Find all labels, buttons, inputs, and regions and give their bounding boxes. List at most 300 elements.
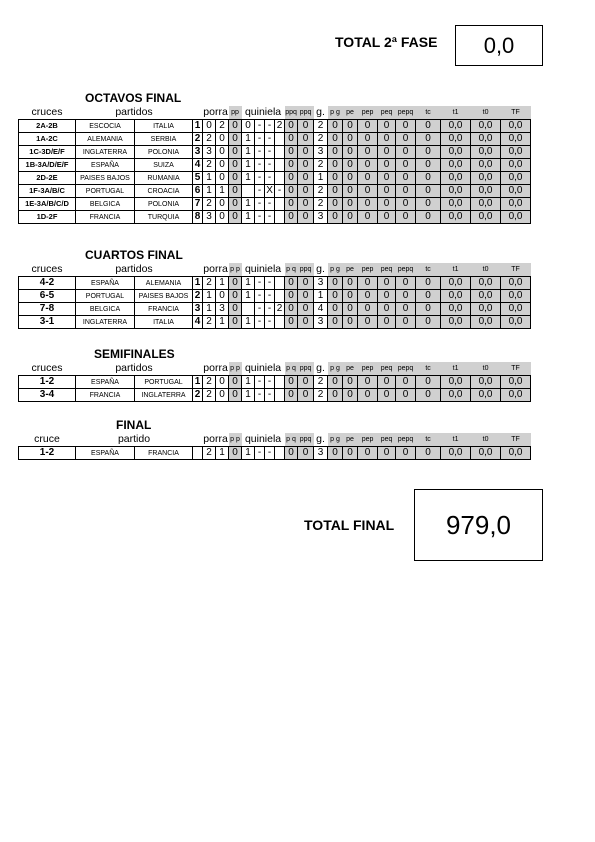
quiniela-x-cell: -	[265, 447, 275, 460]
score-cell: 0	[328, 277, 343, 290]
quiniela-dash-cell: -	[255, 376, 265, 389]
cruce-cell: 1B-3A/D/E/F	[19, 159, 76, 172]
quiniela-dash-cell: -	[255, 277, 265, 290]
away-team-cell: POLONIA	[135, 198, 193, 211]
porra-away-cell: 0	[216, 146, 229, 159]
cruce-cell: 1E-3A/B/C/D	[19, 198, 76, 211]
score-cell: 0	[328, 290, 343, 303]
partidos-header: partidos	[76, 362, 193, 376]
quiniela-dash-cell: -	[255, 146, 265, 159]
quiniela-dash-cell: -	[255, 211, 265, 224]
score-cell: 0	[396, 303, 416, 316]
ppq-cell: 0	[298, 316, 314, 329]
match-number-cell: 2	[193, 133, 203, 146]
score-cell: 0	[343, 277, 358, 290]
quiniela-dash-cell: -	[255, 303, 265, 316]
quiniela-x-cell: -	[265, 159, 275, 172]
t0-header: t0	[471, 263, 501, 277]
t1-cell: 0,0	[441, 211, 471, 224]
quiniela-2-cell	[275, 198, 285, 211]
score-cell: 0	[358, 277, 378, 290]
porra-away-cell: 3	[216, 303, 229, 316]
quiniela-x-cell: -	[265, 277, 275, 290]
score-cell: 0	[358, 159, 378, 172]
peq-header: peq	[378, 362, 396, 376]
score-cell: 0	[378, 316, 396, 329]
score-cell: 0	[416, 211, 441, 224]
score-cell: 0	[378, 120, 396, 133]
quiniela-1-cell: 1	[242, 389, 255, 402]
cruces-header: cruces	[19, 263, 76, 277]
t1-cell: 0,0	[441, 133, 471, 146]
score-cell: 0	[328, 185, 343, 198]
score-cell: 0	[396, 133, 416, 146]
t0-cell: 0,0	[471, 277, 501, 290]
quiniela-1-cell: 1	[242, 211, 255, 224]
pp-cell: 0	[229, 146, 242, 159]
pq-header: ppq	[285, 106, 298, 120]
score-cell: 0	[328, 172, 343, 185]
table-row	[19, 133, 531, 146]
quiniela-x-cell: -	[265, 389, 275, 402]
pepq-header: pepq	[396, 106, 416, 120]
pepq-header: pepq	[396, 433, 416, 447]
quiniela-2-cell	[275, 146, 285, 159]
pp-cell: 0	[229, 316, 242, 329]
t1-header: t1	[441, 362, 471, 376]
pp-cell: 0	[229, 290, 242, 303]
score-cell: 0	[358, 211, 378, 224]
quiniela-1-cell: 1	[242, 198, 255, 211]
pq-cell: 0	[285, 198, 298, 211]
idx-header	[193, 263, 203, 277]
score-cell: 0	[358, 447, 378, 460]
away-team-cell: SUIZA	[135, 159, 193, 172]
match-number-cell: 1	[193, 376, 203, 389]
pep-header: pep	[358, 433, 378, 447]
ppq-cell: 0	[298, 211, 314, 224]
cuartos-table	[18, 263, 531, 329]
pp-cell: 0	[229, 277, 242, 290]
quiniela-2-cell: 2	[275, 120, 285, 133]
away-team-cell: INGLATERRA	[135, 389, 193, 402]
match-number-cell: 4	[193, 159, 203, 172]
t0-cell: 0,0	[471, 316, 501, 329]
table-row	[19, 303, 531, 316]
goals-cell: 3	[314, 447, 328, 460]
score-cell: 0	[396, 211, 416, 224]
goals-cell: 3	[314, 146, 328, 159]
quiniela-x-cell: -	[265, 211, 275, 224]
porra-away-cell: 0	[216, 172, 229, 185]
ppq-cell: 0	[298, 303, 314, 316]
porra-header: porra	[203, 263, 228, 276]
home-team-cell: PORTUGAL	[76, 290, 135, 303]
cruce-cell: 1C-3D/E/F	[19, 146, 76, 159]
tc-header: tc	[416, 263, 441, 277]
pp-cell: 0	[229, 211, 242, 224]
score-cell: 0	[416, 277, 441, 290]
pepq-header: pepq	[396, 362, 416, 376]
quiniela-2-cell	[275, 211, 285, 224]
quiniela-2-cell	[275, 159, 285, 172]
quiniela-header: quiniela	[242, 433, 285, 447]
quiniela-2-cell	[275, 290, 285, 303]
quiniela-dash-cell: -	[255, 159, 265, 172]
pep-header: pep	[358, 362, 378, 376]
quiniela-2-cell	[275, 277, 285, 290]
pp-header: pp	[229, 106, 242, 120]
goals-cell: 2	[314, 389, 328, 402]
table-row	[19, 277, 531, 290]
home-team-cell: PAISES BAJOS	[76, 172, 135, 185]
porra-away-cell: 1	[216, 316, 229, 329]
score-cell: 0	[416, 389, 441, 402]
goals-cell: 2	[314, 198, 328, 211]
t0-cell: 0,0	[471, 211, 501, 224]
score-cell: 0	[416, 290, 441, 303]
t1-header: t1	[441, 263, 471, 277]
score-cell: 0	[328, 146, 343, 159]
goals-cell: 1	[314, 172, 328, 185]
score-cell: 0	[343, 133, 358, 146]
section-title: SEMIFINALES	[94, 347, 175, 361]
quiniela-dash-cell: -	[255, 185, 265, 198]
cruce-cell: 3-4	[19, 389, 76, 402]
goals-cell: 2	[314, 133, 328, 146]
home-team-cell: FRANCIA	[76, 211, 135, 224]
table-row	[19, 376, 531, 389]
quiniela-dash-cell: -	[255, 120, 265, 133]
porra-home-cell: 2	[203, 159, 216, 172]
away-team-cell: ITALIA	[135, 120, 193, 133]
score-cell: 0	[328, 303, 343, 316]
quiniela-dash-cell: -	[255, 172, 265, 185]
ppq-header: ppq	[298, 263, 314, 277]
score-cell: 0	[343, 290, 358, 303]
match-number-cell: 5	[193, 172, 203, 185]
home-team-cell: ESPAÑA	[76, 159, 135, 172]
t0-header: t0	[471, 433, 501, 447]
score-cell: 0	[343, 211, 358, 224]
score-cell: 0	[378, 159, 396, 172]
quiniela-x-cell: X	[266, 185, 273, 196]
porra-home-cell: 1	[203, 303, 216, 316]
pe-header: pe	[343, 263, 358, 277]
cruce-cell: 1F-3A/B/C	[19, 185, 76, 198]
home-team-cell: ESPAÑA	[76, 447, 135, 460]
quiniela-1-cell	[242, 303, 255, 316]
pq-cell: 0	[285, 316, 298, 329]
score-cell: 0	[416, 376, 441, 389]
quiniela-2-cell: 2	[275, 303, 285, 316]
score-cell: 0	[396, 146, 416, 159]
tf-cell: 0,0	[501, 146, 531, 159]
away-team-cell: RUMANIA	[135, 172, 193, 185]
porra-home-cell: 0	[203, 120, 216, 133]
score-cell: 0	[358, 133, 378, 146]
total-final-label: TOTAL FINAL	[304, 517, 395, 533]
t1-cell: 0,0	[441, 198, 471, 211]
t0-cell: 0,0	[471, 159, 501, 172]
score-cell: 0	[328, 120, 343, 133]
final-table	[18, 433, 531, 460]
t1-cell: 0,0	[441, 447, 471, 460]
home-team-cell: ESCOCIA	[76, 120, 135, 133]
score-cell: 0	[396, 389, 416, 402]
tc-header: tc	[416, 433, 441, 447]
pq-cell: 0	[285, 303, 298, 316]
score-cell: 0	[416, 303, 441, 316]
tf-cell: 0,0	[501, 159, 531, 172]
home-team-cell: INGLATERRA	[76, 146, 135, 159]
porra-away-cell: 0	[216, 376, 229, 389]
ppq-cell: 0	[298, 389, 314, 402]
porra-away-cell: 0	[216, 159, 229, 172]
score-cell: 0	[378, 172, 396, 185]
t1-cell: 0,0	[441, 172, 471, 185]
quiniela-2-cell	[275, 447, 285, 460]
score-cell: 0	[343, 198, 358, 211]
porra-away-cell: 1	[216, 185, 229, 198]
pq-cell: 0	[285, 376, 298, 389]
match-number-cell: 4	[193, 316, 203, 329]
pp-header: p p	[229, 362, 242, 376]
peq-header: peq	[378, 106, 396, 120]
t1-cell: 0,0	[441, 185, 471, 198]
score-cell: 0	[416, 159, 441, 172]
porra-away-cell: 0	[216, 389, 229, 402]
porra-home-cell: 2	[203, 133, 216, 146]
pep-header: pep	[358, 263, 378, 277]
tf-cell: 0,0	[501, 133, 531, 146]
ppq-cell: 0	[298, 133, 314, 146]
t0-header: t0	[471, 362, 501, 376]
porra-home-cell: 3	[203, 146, 216, 159]
t1-cell: 0,0	[441, 277, 471, 290]
ppq-cell: 0	[298, 198, 314, 211]
score-cell: 0	[396, 185, 416, 198]
porra-home-cell: 1	[203, 185, 216, 198]
match-number-cell: 8	[193, 211, 203, 224]
quiniela-x-cell: -	[265, 133, 275, 146]
match-number-cell: 2	[193, 389, 203, 402]
quiniela-2-cell	[275, 376, 285, 389]
porra-away-cell: 1	[216, 277, 229, 290]
tf-cell: 0,0	[501, 376, 531, 389]
t1-cell: 0,0	[441, 120, 471, 133]
quiniela-1-cell	[242, 185, 255, 198]
score-cell: 0	[416, 316, 441, 329]
pp-header: p p	[229, 263, 242, 277]
table-row	[19, 159, 531, 172]
porra-away-cell: 0	[216, 133, 229, 146]
tf-cell: 0,0	[501, 211, 531, 224]
score-cell: 0	[396, 290, 416, 303]
away-team-cell: POLONIA	[135, 146, 193, 159]
ppq-header: ppq	[298, 433, 314, 447]
score-cell: 0	[378, 303, 396, 316]
table-row	[19, 120, 531, 133]
t0-cell: 0,0	[471, 185, 501, 198]
pq-cell: 0	[285, 172, 298, 185]
pq-cell: 0	[285, 447, 298, 460]
quiniela-x-cell: -	[265, 316, 275, 329]
porra-home-cell: 1	[203, 172, 216, 185]
table-row	[19, 185, 531, 198]
pe-header: pe	[343, 433, 358, 447]
cruce-cell: 3-1	[19, 316, 76, 329]
pg-header: p g	[328, 362, 343, 376]
ppq-cell: 0	[298, 120, 314, 133]
ppq-cell: 0	[298, 447, 314, 460]
table-row	[19, 146, 531, 159]
tc-header: tc	[416, 106, 441, 120]
t1-cell: 0,0	[441, 290, 471, 303]
pq-cell: 0	[285, 185, 298, 198]
score-cell: 0	[416, 120, 441, 133]
goals-cell: 3	[314, 277, 328, 290]
t0-header: t0	[471, 106, 501, 120]
away-team-cell: PORTUGAL	[135, 376, 193, 389]
quiniela-header: quiniela	[242, 362, 285, 376]
score-cell: 0	[396, 172, 416, 185]
table-row	[19, 198, 531, 211]
porra-home-cell: 2	[203, 376, 216, 389]
peq-header: peq	[378, 263, 396, 277]
match-number-cell: 1	[193, 277, 203, 290]
tf-header: TF	[501, 106, 531, 120]
match-number-cell: 6	[193, 185, 203, 198]
home-team-cell: BELGICA	[76, 198, 135, 211]
quiniela-x-cell: -	[265, 146, 275, 159]
score-cell: 0	[343, 389, 358, 402]
score-cell: 0	[378, 447, 396, 460]
quiniela-x-cell: -	[265, 376, 275, 389]
pq-header: p q	[285, 263, 298, 277]
cruce-cell: 7-8	[19, 303, 76, 316]
pq-cell: 0	[285, 290, 298, 303]
away-team-cell: FRANCIA	[135, 447, 193, 460]
porra-home-cell: 2	[203, 389, 216, 402]
quiniela-dash-cell: -	[255, 447, 265, 460]
pp-cell: 0	[229, 376, 242, 389]
t0-cell: 0,0	[471, 389, 501, 402]
score-cell: 0	[328, 389, 343, 402]
g-header: g.	[314, 263, 328, 277]
idx-header	[193, 433, 203, 447]
quiniela-1-cell: 1	[242, 376, 255, 389]
table-row	[19, 172, 531, 185]
away-team-cell: ITALIA	[135, 316, 193, 329]
g-header: g.	[314, 433, 328, 447]
pp-cell: 0	[229, 185, 242, 198]
t1-header: t1	[441, 433, 471, 447]
porra-home-cell: 2	[203, 277, 216, 290]
score-cell: 0	[343, 185, 358, 198]
score-cell: 0	[328, 316, 343, 329]
porra-home-cell: 2	[203, 447, 216, 460]
quiniela-1-cell: 1	[242, 133, 255, 146]
pepq-header: pepq	[396, 263, 416, 277]
header-row	[19, 433, 531, 447]
score-cell: 0	[358, 316, 378, 329]
score-cell: 0	[396, 198, 416, 211]
idx-header	[193, 362, 203, 376]
tf-cell: 0,0	[501, 447, 531, 460]
goals-cell: 3	[314, 211, 328, 224]
tf-cell: 0,0	[501, 198, 531, 211]
ppq-cell: 0	[298, 277, 314, 290]
match-number-cell: 3	[193, 146, 203, 159]
quiniela-1-cell: 1	[242, 159, 255, 172]
pq-header: p q	[285, 433, 298, 447]
tf-header: TF	[501, 263, 531, 277]
t1-header: t1	[441, 106, 471, 120]
porra-home-cell: 1	[203, 290, 216, 303]
match-number-cell: 2	[193, 290, 203, 303]
pe-header: pe	[343, 362, 358, 376]
pg-header: p g	[328, 263, 343, 277]
cruce-cell: 1A-2C	[19, 133, 76, 146]
score-cell: 0	[343, 172, 358, 185]
t0-cell: 0,0	[471, 172, 501, 185]
octavos-table	[18, 106, 531, 224]
score-cell: 0	[328, 211, 343, 224]
away-team-cell: PAISES BAJOS	[135, 290, 193, 303]
quiniela-1-cell: 0	[242, 120, 255, 133]
score-cell: 0	[378, 198, 396, 211]
header-row	[19, 362, 531, 376]
total-2fase-value: 0,0	[455, 25, 543, 66]
t1-cell: 0,0	[441, 159, 471, 172]
quiniela-1-cell: 1	[242, 447, 255, 460]
cruces-header: cruce	[19, 433, 76, 447]
pq-cell: 0	[285, 277, 298, 290]
score-cell: 0	[343, 146, 358, 159]
pq-cell: 0	[285, 133, 298, 146]
score-cell: 0	[416, 146, 441, 159]
ppq-cell: 0	[298, 185, 314, 198]
home-team-cell: ALEMANIA	[76, 133, 135, 146]
partidos-header: partidos	[76, 263, 193, 277]
score-cell: 0	[358, 376, 378, 389]
t0-cell: 0,0	[471, 376, 501, 389]
quiniela-1-cell: 1	[242, 146, 255, 159]
pq-cell: 0	[285, 120, 298, 133]
away-team-cell: TURQUIA	[135, 211, 193, 224]
pg-header: p g	[328, 433, 343, 447]
tf-cell: 0,0	[501, 303, 531, 316]
score-cell: 0	[358, 120, 378, 133]
tf-cell: 0,0	[501, 277, 531, 290]
score-cell: 0	[343, 447, 358, 460]
home-team-cell: BELGICA	[76, 303, 135, 316]
peq-header: peq	[378, 433, 396, 447]
tf-cell: 0,0	[501, 172, 531, 185]
pp-cell: 0	[229, 172, 242, 185]
t1-cell: 0,0	[441, 303, 471, 316]
t0-cell: 0,0	[471, 447, 501, 460]
pq-cell: 0	[285, 159, 298, 172]
score-cell: 0	[343, 303, 358, 316]
quiniela-2-cell	[275, 389, 285, 402]
ppq-cell: 0	[298, 146, 314, 159]
section-title: OCTAVOS FINAL	[85, 91, 182, 105]
ppq-cell: 0	[298, 290, 314, 303]
pp-cell: 0	[229, 133, 242, 146]
match-number-cell: 7	[193, 198, 203, 211]
